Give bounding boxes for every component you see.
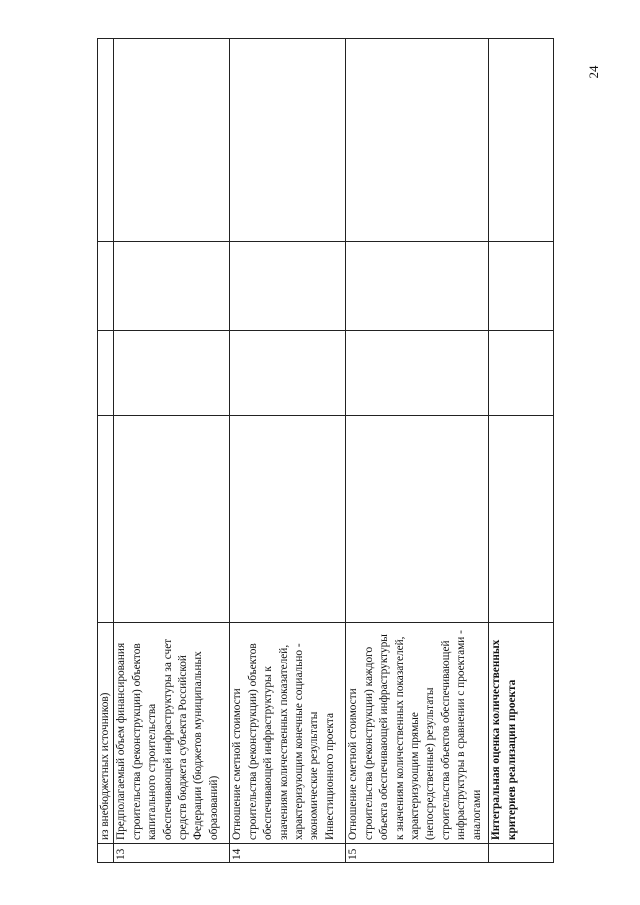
- cell-empty: [346, 242, 489, 331]
- cell-empty: [489, 39, 554, 242]
- cell-num-empty: [98, 844, 114, 863]
- cell-empty: [346, 416, 489, 623]
- cell-num: 13: [114, 844, 230, 863]
- cell-integral: Интегральная оценка количественных критериев реализации проекта: [489, 623, 554, 844]
- table-row: [230, 39, 346, 863]
- cell-criterion: Отношение сметной стоимости строительства (реконструкции) объектов обеспечивающей инфраструктуры к значениям количественных показателей, характеризующим конечные социально - экономические результаты Инвестиционного проекта: [230, 623, 346, 844]
- cell-empty: [98, 331, 114, 416]
- cell-empty: [98, 416, 114, 623]
- table-row-integral: [489, 39, 554, 863]
- rotated-table-wrapper: [97, 38, 552, 863]
- table-row: [114, 39, 230, 863]
- page-number: 24: [586, 65, 601, 79]
- table-row: [346, 39, 489, 863]
- cell-empty: [346, 39, 489, 242]
- cell-num: 14: [230, 844, 346, 863]
- cell-empty: [489, 416, 554, 623]
- cell-empty: [114, 331, 230, 416]
- cell-empty: [346, 331, 489, 416]
- cell-empty: [114, 39, 230, 242]
- cell-empty: [230, 331, 346, 416]
- cell-empty: [489, 242, 554, 331]
- cell-empty: [114, 242, 230, 331]
- cell-num: 15: [346, 844, 489, 863]
- cell-criterion: Отношение сметной стоимости строительства (реконструкции) каждого объекта обеспечивающей инфраструктуры к значениям количественных показателей, характеризующим прямые (непосредственные) результаты строительства объектов обеспечивающей инфраструктуры в сравнении с проектами - аналогами: [346, 623, 489, 844]
- cell-empty: [230, 416, 346, 623]
- cell-continuation: из внебюджетных источников): [98, 623, 114, 844]
- cell-num-empty: [489, 844, 554, 863]
- criteria-table: [97, 38, 554, 863]
- table-row-continuation: [98, 39, 114, 863]
- cell-empty: [230, 39, 346, 242]
- cell-empty: [98, 242, 114, 331]
- cell-empty: [230, 242, 346, 331]
- cell-empty: [98, 39, 114, 242]
- cell-empty: [489, 331, 554, 416]
- cell-criterion: Предполагаемый объем финансирования строительства (реконструкции) объектов капитального строительства обеспечивающей инфраструктуры за счет средств бюджета субъекта Российской Федерации (бюджетов муниципальных образований): [114, 623, 230, 844]
- cell-empty: [114, 416, 230, 623]
